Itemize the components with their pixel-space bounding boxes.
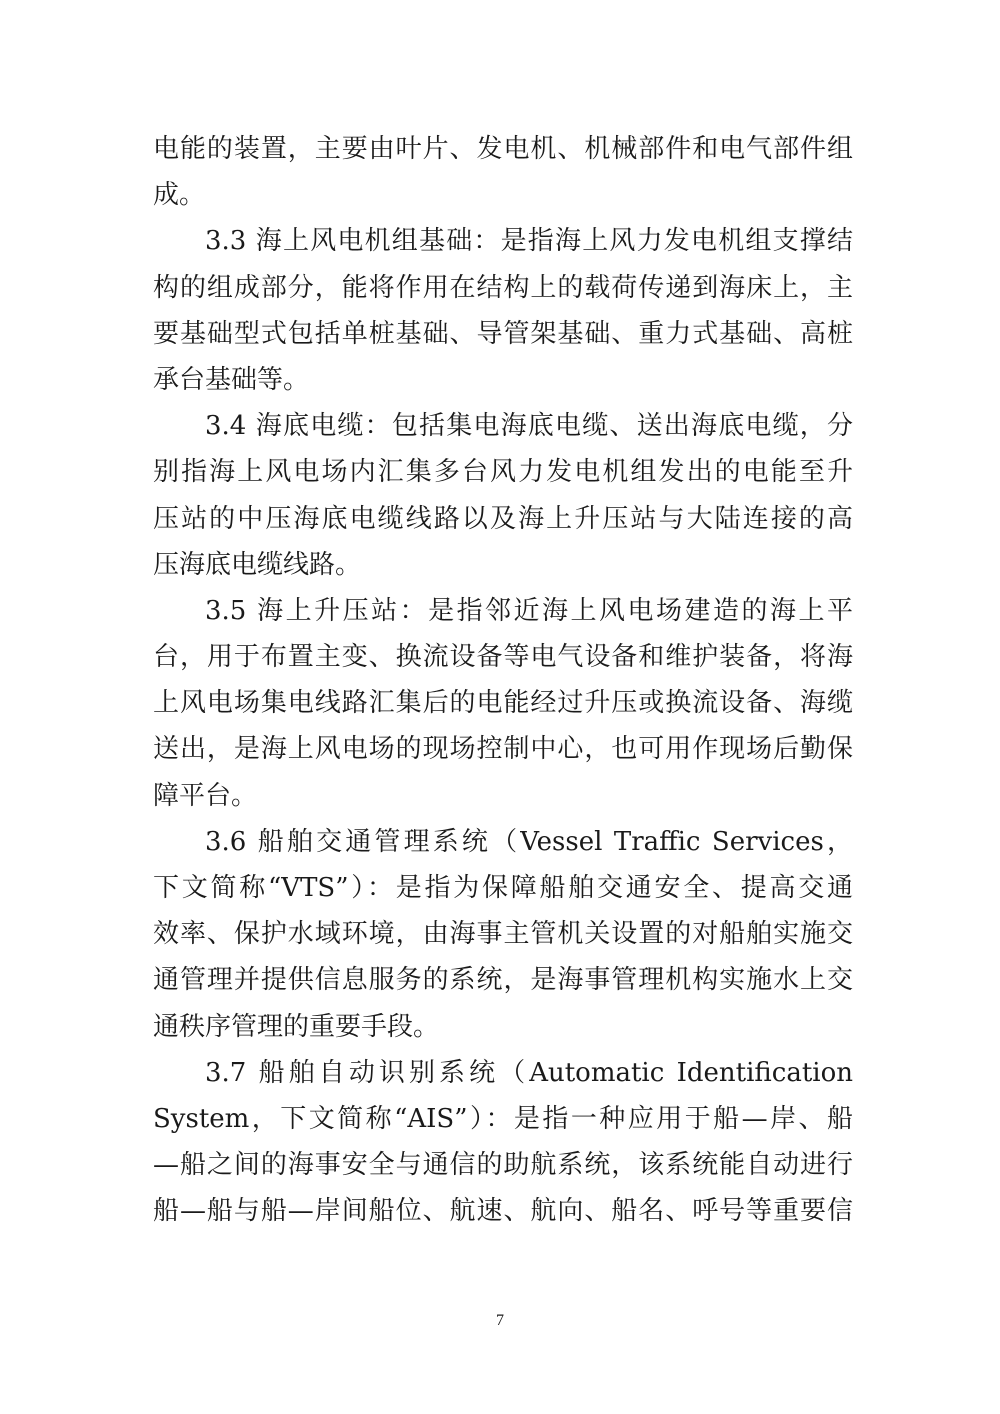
section-3-6-heading-line: 3.6 船舶交通管理系统（Vessel Traffic Services， <box>205 826 853 857</box>
text-line: 压站的中压海底电缆线路以及海上升压站与大陆连接的高 <box>153 503 853 534</box>
text-line: 效率、保护水域环境，由海事主管机关设置的对船舶实施交 <box>153 919 853 950</box>
text-line: 电能的装置，主要由叶片、发电机、机械部件和电气部件组 <box>153 134 853 164</box>
text-line: 送出，是海上风电场的现场控制中心，也可用作现场后勤保 <box>153 734 853 765</box>
body-text <box>153 126 853 1235</box>
section-3-5-heading-line: 3.5 海上升压站：是指邻近海上风电场建造的海上平 <box>205 595 853 626</box>
text-line: 压海底电缆线路。 <box>153 549 362 580</box>
text-line: 通管理并提供信息服务的系统，是海事管理机构实施水上交 <box>153 965 853 996</box>
text-line: 下文简称“VTS”）：是指为保障船舶交通安全、提高交通 <box>153 873 853 903</box>
section-3-7-heading-line: 3.7 船舶自动识别系统（Automatic Identification <box>205 1057 853 1088</box>
text-line: System，下文简称“AIS”）：是指一种应用于船—岸、船 <box>153 1103 853 1134</box>
section-3-4-heading-line: 3.4 海底电缆：包括集电海底电缆、送出海底电缆，分 <box>205 411 853 442</box>
text-line: 船—船与船—岸间船位、航速、航向、船名、呼号等重要信 <box>153 1196 853 1227</box>
section-3-3-heading-line: 3.3 海上风电机组基础：是指海上风力发电机组支撑结 <box>205 226 853 257</box>
text-line: 障平台。 <box>153 780 258 811</box>
text-line: 承台基础等。 <box>153 364 310 395</box>
text-line: 成。 <box>153 180 206 211</box>
text-line: 台，用于布置主变、换流设备等电气设备和维护装备，将海 <box>153 642 853 673</box>
text-line: 通秩序管理的重要手段。 <box>153 1011 440 1042</box>
text-line: 构的组成部分，能将作用在结构上的载荷传递到海床上，主 <box>153 272 853 303</box>
page-number: 7 <box>496 1312 504 1329</box>
text-line: 上风电场集电线路汇集后的电能经过升压或换流设备、海缆 <box>153 688 853 719</box>
text-line: —船之间的海事安全与通信的助航系统，该系统能自动进行 <box>153 1150 853 1181</box>
text-line: 别指海上风电场内汇集多台风力发电机组发出的电能至升 <box>153 457 853 488</box>
text-line: 要基础型式包括单桩基础、导管架基础、重力式基础、高桩 <box>153 318 853 349</box>
